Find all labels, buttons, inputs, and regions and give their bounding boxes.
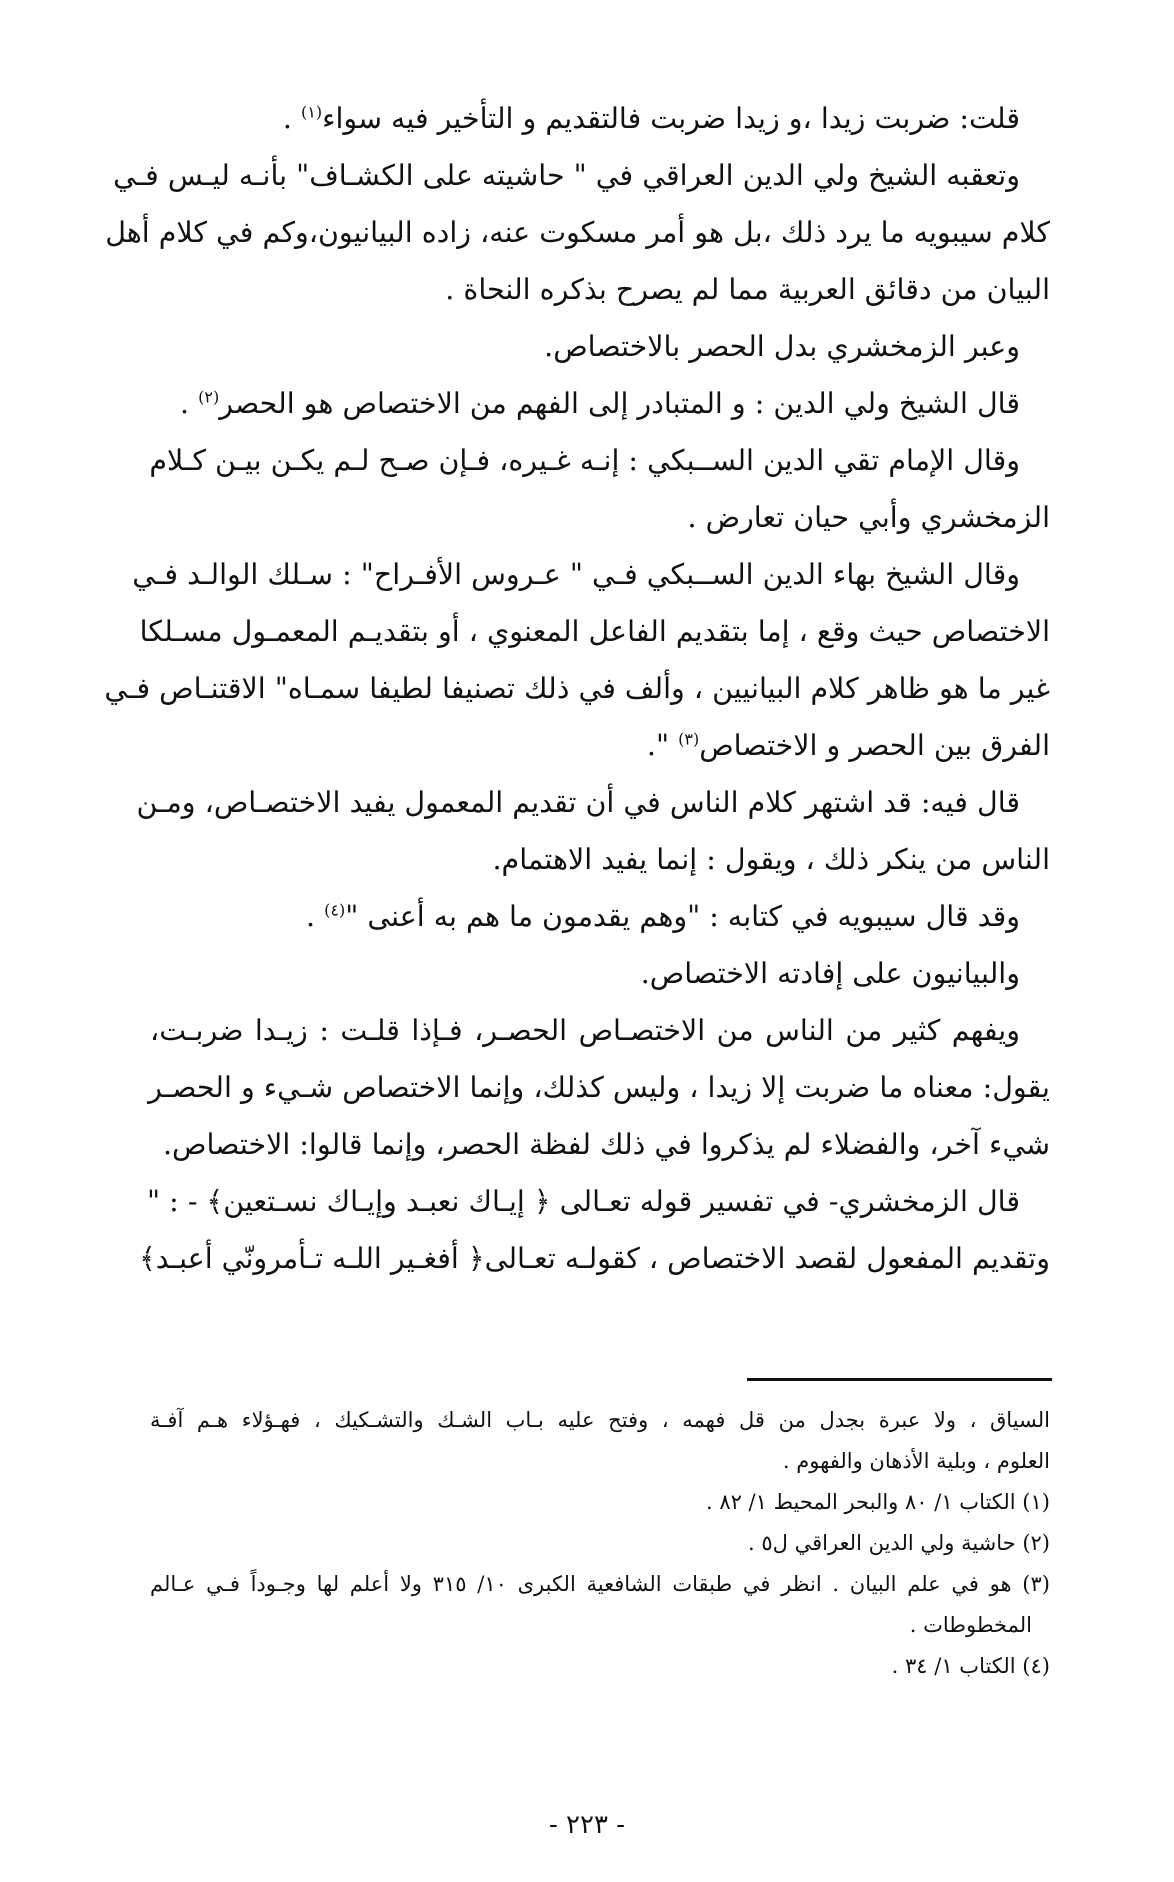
footnote-ref-3[interactable]: (٣) [678,729,700,749]
paragraph-3: وعبر الزمخشري بدل الحصر بالاختصاص. [544,330,1020,363]
paragraph-8: وقد قال سيبويه في كتابه : "وهم يقدمون ما هم به أعنى "$^{(٤)}$ . [306,900,1020,933]
footnote-ref-1[interactable]: (١) [300,102,323,122]
footnote-separator [747,1378,1052,1381]
paragraph-5: وقال الإمام تقي الدين الســبكي : إنـه غـيره، فـإن صـح لـم يكـن بيـن كـلام الزمخشري وأبي حيان تعارض . [149,444,1050,534]
footnote-1: (١) الكتاب ١/ ٨٠ والبحر المحيط ١/ ٨٢ . [705,1490,1050,1514]
footnote-ref-4[interactable]: (٤) [324,900,346,920]
page-number: - ٢٢٣ - [548,1810,626,1840]
footnotes [150,1400,1050,1687]
paragraph-4: قال الشيخ ولي الدين : و المتبادر إلى الفهم من الاختصاص هو الحصر$^{(٢)}$ . [179,387,1020,420]
paragraph-1-text: قلت: ضربت زيدا ،و زيدا ضربت فالتقديم و التأخير فيه سواء [322,102,1020,135]
paragraph-1: قلت: ضربت زيدا ،و زيدا ضربت فالتقديم و التأخير فيه سواء$^{(١)}$ . [282,102,1020,135]
paragraph-11: قال الزمخشري- في تفسير قوله تعـالى ﴿ إيـاك نعبـد وإيـاك نسـتعين﴾ - : " وتقديم المفعول لقصد الاختصاص ، كقولـه تعـالى﴿ أفغـير اللـه تـأمرونّي أعبـد﴾ [139,1185,1050,1275]
paragraph-6: وقال الشيخ بهاء الدين الســبكي فـي " عـروس الأفـراح" : سـلك الوالـد فـي الاختصاص حيث وقع ، إما بتقديم الفاعل المعنوي ، أو بتقديـم المعمـول مسـلكا غير ما هو ظاهر كلام البيانيين ، وألف في ذلك تصنيفا لطيفا سمـاه" الاقتنـاص فـي الفرق بين الحصر و الاختصاص$^{(٣)}$ ". [104,558,1050,762]
footnote-2: (٢) حاشية ولي الدين العراقي ل٥ . [748,1531,1050,1555]
paragraph-2: وتعقبه الشيخ ولي الدين العراقي في " حاشيته على الكشـاف" بأنـه ليـس فـي كلام سيبويه ما يرد ذلك ،بل هو أمر مسكوت عنه، زاده البيانيون،وكم في كلام أهل البيان من دقائق العربية مما لم يصرح بذكره النحاة . [105,159,1050,306]
footnote-4: (٤) الكتاب ١/ ٣٤ . [891,1654,1050,1678]
footnote-3: (٣) هو في علم البيان . انظر في طبقات الشافعية الكبرى ١٠/ ٣١٥ ولا أعلم لها وجـوداً فـي عـالم المخطوطات . [150,1572,1050,1637]
footnote-continuation: السياق ، ولا عبرة بجدل من قل فهمه ، وفتح عليه بـاب الشـك والتشـكيك ، فهـؤلاء هـم آفـة العلوم ، وبلية الأذهان والفهوم . [150,1408,1050,1473]
paragraph-7: قال فيه: قد اشتهر كلام الناس في أن تقديم المعمول يفيد الاختصـاص، ومـن الناس من ينكر ذلك ، ويقول : إنما يفيد الاهتمام. [136,786,1050,876]
footnote-ref-2[interactable]: (٢) [198,387,220,407]
paragraph-9: والبيانيون على إفادته الاختصاص. [640,957,1020,990]
paragraph-10: ويفهم كثير من الناس من الاختصـاص الحصـر، فـإذا قلـت : زيـدا ضربـت، يقول: معناه ما ضربت إلا زيدا ، وليس كذلك، وإنما الاختصاص شـيء و الحصـر شيء آخر، والفضلاء لم يذكروا في ذلك لفظة الحصر، وإنما قالوا: الاختصاص. [148,1014,1050,1161]
main-text [104,90,1050,1287]
